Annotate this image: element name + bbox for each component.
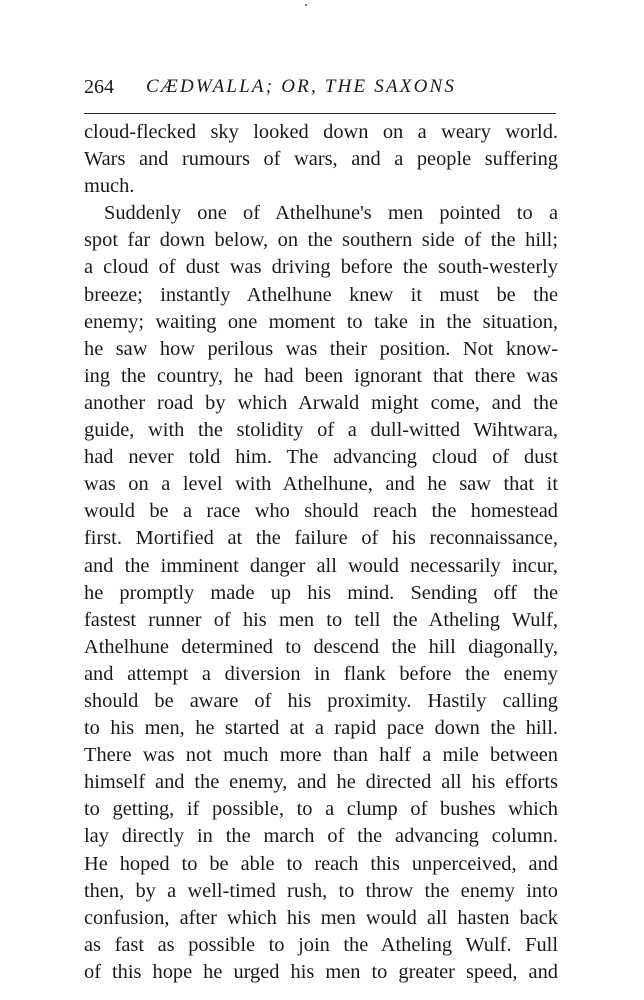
- text-line: first. Mortified at the failure of his reconnaissance,: [84, 527, 558, 550]
- text-line: of this hope he urged his men to greater speed, and: [84, 960, 558, 983]
- text-line: he saw how perilous was their position. Not know-: [84, 337, 558, 360]
- text-line: ing the country, he had been ignorant that there was: [84, 364, 558, 387]
- text-line: himself and the enemy, and he directed all his efforts: [84, 771, 558, 794]
- text-line: had never told him. The advancing cloud of dust: [84, 446, 558, 469]
- text-line: cloud-flecked sky looked down on a weary world.: [84, 121, 558, 143]
- text-line: He hoped to be able to reach this unperceived, and: [84, 852, 558, 875]
- text-line: lay directly in the march of the advancing column.: [84, 825, 558, 848]
- header-rule: [84, 113, 556, 114]
- print-speck: [305, 4, 307, 6]
- text-line: Wars and rumours of wars, and a people suffering: [84, 148, 558, 171]
- running-head: [84, 76, 556, 104]
- text-line: enemy; waiting one moment to take in the situation,: [84, 310, 558, 333]
- text-line: fastest runner of his men to tell the Atheling Wulf,: [84, 608, 558, 631]
- text-line: confusion, after which his men would all hasten back: [84, 906, 558, 929]
- text-line: breeze; instantly Athelhune knew it must be the: [84, 283, 558, 306]
- page-number: 264: [84, 76, 114, 98]
- text-line: as fast as possible to join the Atheling Wulf. Full: [84, 933, 558, 956]
- text-line: should be aware of his proximity. Hastily calling: [84, 689, 558, 712]
- text-line: he promptly made up his mind. Sending off the: [84, 581, 558, 604]
- text-line: then, by a well-timed rush, to throw the enemy into: [84, 879, 558, 902]
- text-line: to getting, if possible, to a clump of bushes which: [84, 798, 558, 821]
- text-line: guide, with the stolidity of a dull-witted Wihtwara,: [84, 419, 558, 442]
- text-line: a cloud of dust was driving before the south-westerly: [84, 256, 558, 279]
- text-line: to his men, he started at a rapid pace down the hill.: [84, 717, 558, 740]
- text-line: and attempt a diversion in flank before the enemy: [84, 662, 558, 685]
- text-line: spot far down below, on the southern side of the hill;: [84, 229, 558, 252]
- text-line: was on a level with Athelhune, and he saw that it: [84, 473, 558, 496]
- paragraph-first-line: Suddenly one of Athelhune's men pointed to a: [104, 202, 558, 225]
- text-line: There was not much more than half a mile between: [84, 744, 558, 767]
- text-line: much.: [84, 175, 135, 198]
- text-line: another road by which Arwald might come, and the: [84, 391, 558, 414]
- body-text: [84, 119, 558, 986]
- text-line: would be a race who should reach the homestead: [84, 500, 558, 523]
- text-line: Athelhune determined to descend the hill diagonally,: [84, 635, 558, 658]
- text-line: and the imminent danger all would necessarily incur,: [84, 554, 558, 577]
- running-title: CÆDWALLA; OR, THE SAXONS: [146, 76, 457, 97]
